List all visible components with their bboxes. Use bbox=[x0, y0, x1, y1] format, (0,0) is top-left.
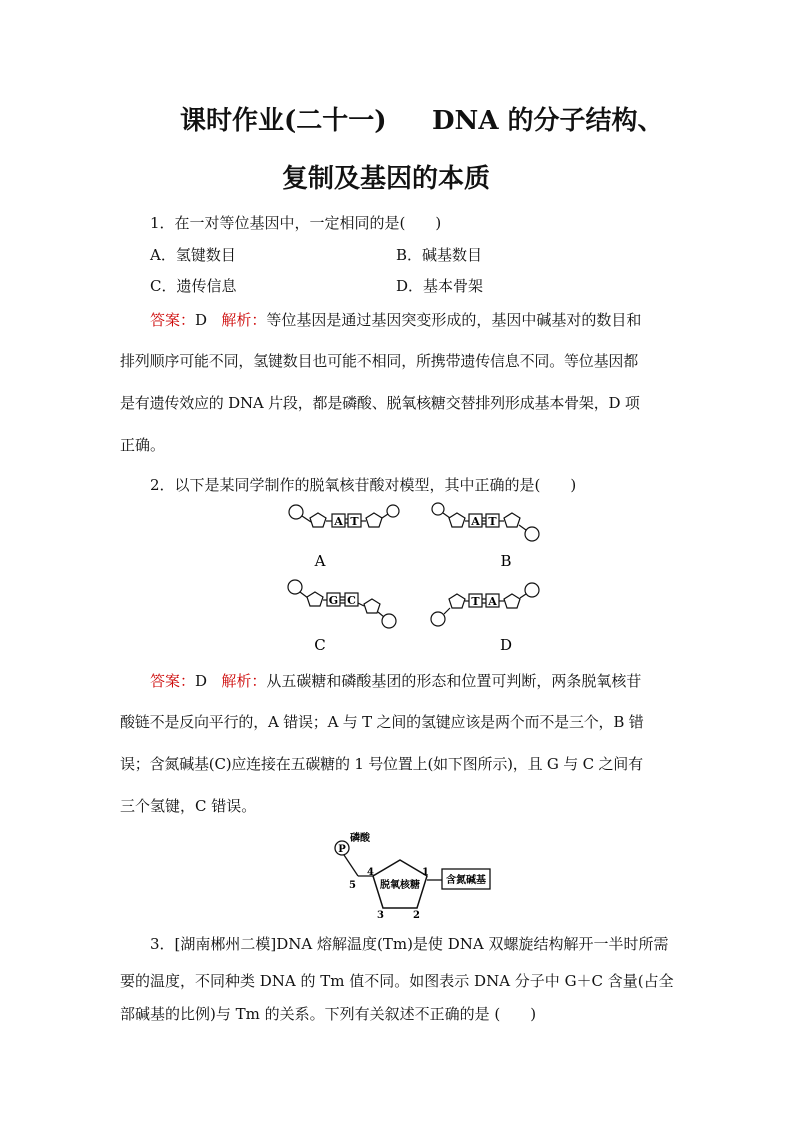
q2-analysis-line-1: 从五碳糖和磷酸基团的形态和位置可判断，两条脱氧核苷 bbox=[266, 672, 642, 690]
q1-analysis-line-3: 是有遗传效应的 DNA 片段，都是磷酸、脱氧核糖交替排列形成基本骨架，D 项 bbox=[120, 394, 640, 412]
page-title-line2: 复制及基因的本质 bbox=[282, 164, 491, 194]
phosphate-symbol: P bbox=[338, 844, 346, 855]
q1-answer-line bbox=[150, 309, 641, 330]
position-1: 1 bbox=[422, 867, 429, 878]
q3-line-2: 要的温度，不同种类 DNA 的 Tm 值不同。如图表示 DNA 分子中 G＋C 含量(占全 bbox=[120, 972, 674, 990]
figure-d-label: D bbox=[499, 636, 513, 654]
figure-c-model bbox=[288, 580, 396, 628]
figure-a-base-left: A bbox=[334, 515, 343, 528]
figure-d-base-right: A bbox=[488, 595, 497, 608]
position-4: 4 bbox=[367, 867, 374, 878]
page-title-line1-part1: 课时作业(二十一) bbox=[180, 106, 387, 136]
figure-b-label: B bbox=[500, 552, 512, 570]
q2-analysis-line-2: 酸链不是反向平行的，A 错误；A 与 T 之间的氢键应该是两个而不是三个，B 错 bbox=[120, 713, 644, 731]
figure-d-model bbox=[431, 583, 539, 626]
page-title-line1-part2: DNA 的分子结构、 bbox=[432, 106, 664, 136]
figure-d-base-left: T bbox=[471, 595, 480, 608]
figure-b-base-left: A bbox=[471, 515, 480, 528]
figure-a-model bbox=[289, 505, 399, 528]
nucleotide-structure-diagram bbox=[325, 828, 525, 923]
figure-a-base-right: T bbox=[350, 515, 359, 528]
position-2: 2 bbox=[413, 910, 420, 921]
q1-option-d: D．基本骨架 bbox=[396, 277, 484, 295]
q2-figures bbox=[0, 500, 794, 660]
q1-analysis-line-4: 正确。 bbox=[120, 436, 166, 454]
q2-answer-line bbox=[150, 670, 641, 691]
position-3: 3 bbox=[377, 910, 384, 921]
q1-answer-label: 答案： bbox=[150, 311, 196, 329]
q2-stem: 2．以下是某同学制作的脱氧核苷酸对模型，其中正确的是( ) bbox=[150, 476, 577, 494]
phosphate-label: 磷酸 bbox=[350, 833, 370, 844]
q1-analysis-line-1: 等位基因是通过基因突变形成的，基因中碱基对的数目和 bbox=[266, 311, 642, 329]
figure-b-base-right: T bbox=[488, 515, 497, 528]
q2-answer-label: 答案： bbox=[150, 672, 196, 690]
q3-line-1: 3．[湖南郴州二模]DNA 熔解温度(Tm)是使 DNA 双螺旋结构解开一半时所需 bbox=[150, 935, 669, 953]
q1-analysis-label: 解析： bbox=[221, 311, 267, 329]
q2-analysis-line-3: 误；含氮碱基(C)应连接在五碳糖的 1 号位置上(如下图所示)，且 G 与 C 之间有 bbox=[120, 755, 643, 773]
figure-a-label: A bbox=[314, 552, 326, 570]
sugar-label: 脱氧核糖 bbox=[380, 880, 420, 891]
q1-option-a: A．氢键数目 bbox=[150, 246, 236, 264]
q2-answer-value: D bbox=[195, 672, 208, 690]
figure-b-model bbox=[432, 503, 539, 541]
base-label: 含氮碱基 bbox=[446, 875, 486, 886]
q2-analysis-label: 解析： bbox=[221, 672, 267, 690]
q1-option-b: B．碱基数目 bbox=[396, 246, 483, 264]
q2-analysis-line-4: 三个氢键，C 错误。 bbox=[120, 797, 257, 815]
q1-answer-value: D bbox=[195, 311, 208, 329]
q1-analysis-line-2: 排列顺序可能不同，氢键数目也可能不相同，所携带遗传信息不同。等位基因都 bbox=[120, 352, 639, 370]
figure-c-base-right: C bbox=[347, 594, 356, 607]
q3-line-3: 部碱基的比例)与 Tm 的关系。下列有关叙述不正确的是 ( ) bbox=[120, 1005, 537, 1023]
figure-c-label: C bbox=[314, 636, 326, 654]
q1-stem: 1．在一对等位基因中，一定相同的是( ) bbox=[150, 214, 442, 232]
figure-c-base-left: G bbox=[328, 594, 339, 607]
position-5: 5 bbox=[349, 880, 356, 891]
q1-option-c: C．遗传信息 bbox=[150, 277, 237, 295]
